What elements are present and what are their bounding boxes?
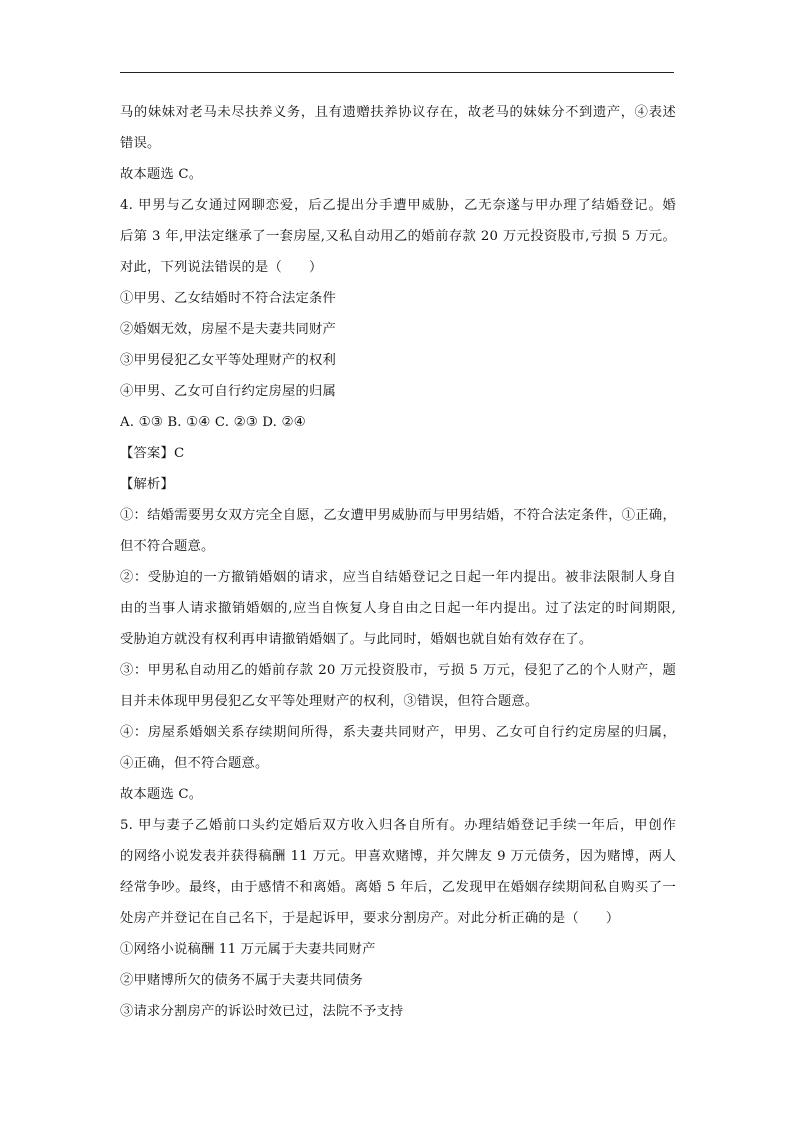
question-4-options: A. ①③ B. ①④ C. ②③ D. ②④	[120, 415, 306, 430]
question-5-stem: 处房产并登记在自己名下，于是起诉甲，要求分割房产。对此分析正确的是（ ）	[120, 911, 620, 926]
question-4-stem: 后第 3 年,甲法定继承了一套房屋,又私自动用乙的婚前存款 20 万元投资股市,亏损 5 万元。	[120, 229, 676, 244]
text-line: 马的妹妹对老马未尽扶养义务，且有遗赠扶养协议存在，故老马的妹妹分不到遗产，④表述	[120, 105, 676, 120]
analysis-text: ④正确，但不符合题意。	[120, 756, 269, 771]
text-line: 故本题选 C。	[120, 167, 203, 182]
text-line: 错误。	[120, 136, 161, 151]
question-5-statement: ②甲赌博所欠的债务不属于夫妻共同债务	[120, 973, 363, 988]
question-5-stem: 经常争吵。最终，由于感情不和离婚。离婚 5 年后，乙发现甲在婚姻存续期间私自购买了一	[120, 880, 676, 895]
analysis-label: 【解析】	[120, 477, 174, 492]
analysis-text: ③：甲男私自动用乙的婚前存款 20 万元投资股市，亏损 5 万元，侵犯了乙的个人财产，题	[120, 663, 676, 678]
question-4-statement: ④甲男、乙女可自行约定房屋的归属	[120, 384, 336, 399]
question-4-stem: 4. 甲男与乙女通过网聊恋爱，后乙提出分手遭甲威胁，乙无奈遂与甲办理了结婚登记。婚	[120, 198, 676, 213]
answer-label: 【答案】C	[120, 446, 185, 461]
header-rule	[120, 72, 674, 73]
analysis-text: 但不符合题意。	[120, 539, 215, 554]
conclusion-text: 故本题选 C。	[120, 787, 203, 802]
question-4-statement: ②婚姻无效，房屋不是夫妻共同财产	[120, 322, 336, 337]
question-4-stem: 对此，下列说法错误的是（ ）	[120, 260, 323, 275]
analysis-text: ①：结婚需要男女双方完全自愿，乙女遭甲男威胁而与甲男结婚，不符合法定条件，①正确，	[120, 508, 676, 523]
document-body	[120, 97, 676, 1027]
analysis-text: ④：房屋系婚姻关系存续期间所得，系夫妻共同财产，甲男、乙女可自行约定房屋的归属，	[120, 725, 676, 740]
question-5-stem: 5. 甲与妻子乙婚前口头约定婚后双方收入归各自所有。办理结婚登记手续一年后，甲创作	[120, 818, 676, 833]
question-5-statement: ①网络小说稿酬 11 万元属于夫妻共同财产	[120, 942, 376, 957]
question-5-statement: ③请求分割房产的诉讼时效已过，法院不予支持	[120, 1004, 404, 1019]
question-5-stem: 的网络小说发表并获得稿酬 11 万元。甲喜欢赌博，并欠牌友 9 万元债务，因为赌博，两人	[120, 849, 676, 864]
question-4-statement: ③甲男侵犯乙女平等处理财产的权利	[120, 353, 336, 368]
question-4-statement: ①甲男、乙女结婚时不符合法定条件	[120, 291, 336, 306]
analysis-text: ②：受胁迫的一方撤销婚姻的请求，应当自结婚登记之日起一年内提出。被非法限制人身自	[120, 570, 676, 585]
analysis-text: 由的当事人请求撤销婚姻的,应当自恢复人身自由之日起一年内提出。过了法定的时间期限,	[120, 601, 676, 616]
analysis-text: 受胁迫方就没有权利再申请撤销婚姻了。与此同时，婚姻也就自始有效存在了。	[120, 632, 593, 647]
analysis-text: 目并未体现甲男侵犯乙女平等处理财产的权利，③错误，但符合题意。	[120, 694, 539, 709]
